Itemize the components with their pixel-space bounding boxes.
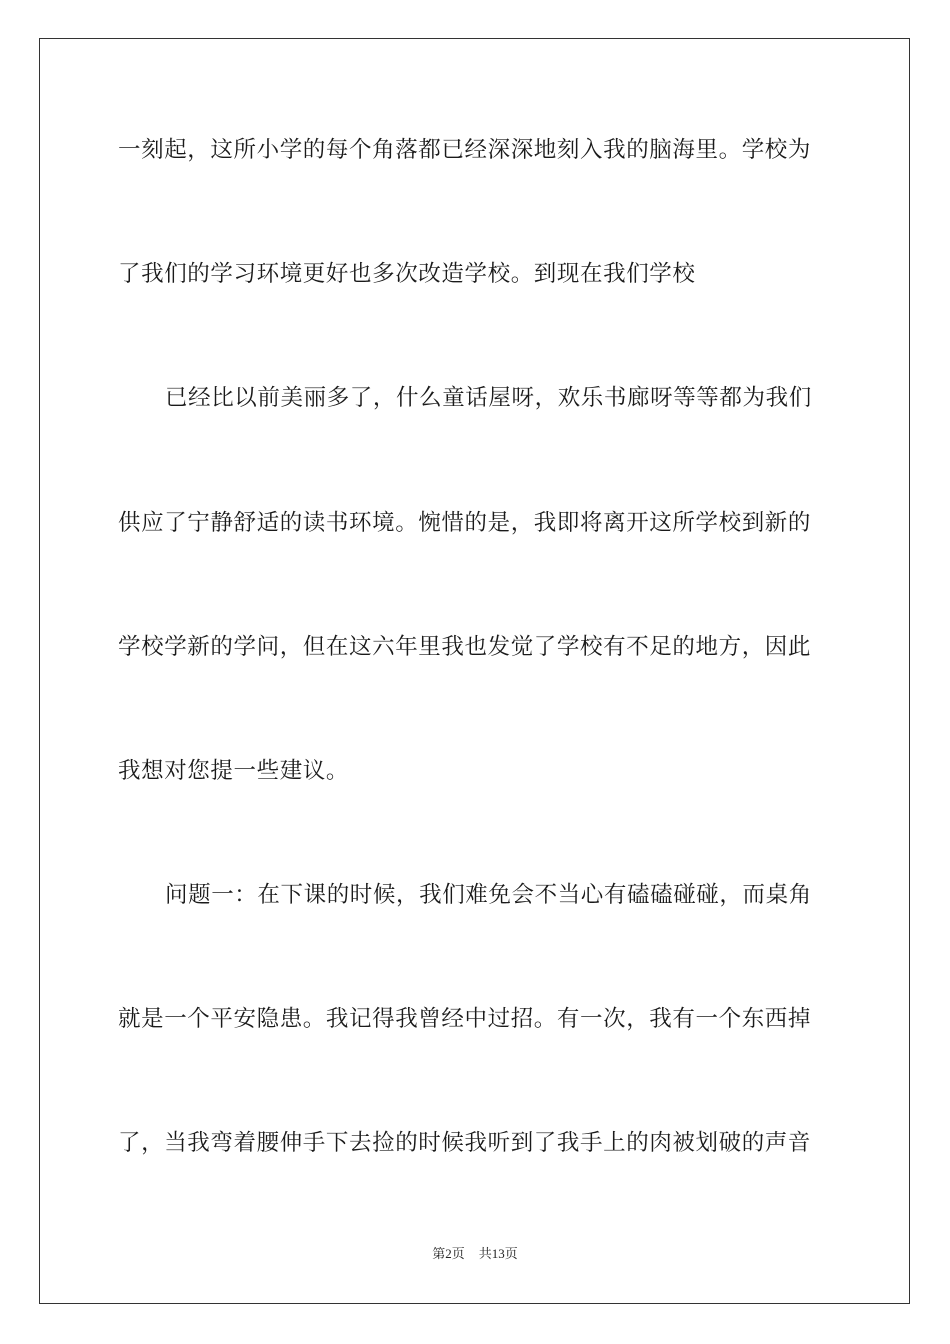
page-number-total: 共13页: [478, 1246, 518, 1261]
paragraph-start-line: 已经比以前美丽多了，什么童话屋呀，欢乐书廊呀等等都为我们: [165, 385, 812, 411]
text-line: 就是一个平安隐患。我记得我曾经中过招。有一次，我有一个东西掉: [118, 1006, 812, 1032]
text-line: 我想对您提一些建议。: [118, 758, 350, 784]
text-line: 了，当我弯着腰伸手下去捡的时候我听到了我手上的肉被划破的声音: [118, 1130, 812, 1156]
text-line: 供应了宁静舒适的读书环境。惋惜的是，我即将离开这所学校到新的: [118, 510, 812, 536]
text-line: 学校学新的学问，但在这六年里我也发觉了学校有不足的地方，因此: [118, 634, 812, 660]
text-line: 一刻起，这所小学的每个角落都已经深深地刻入我的脑海里。学校为: [118, 137, 812, 163]
paragraph-start-line: 问题一：在下课的时候，我们难免会不当心有磕磕碰碰，而桌角: [165, 882, 812, 908]
text-line: 了我们的学习环境更好也多次改造学校。到现在我们学校: [118, 261, 696, 287]
page-number-current: 第2页: [432, 1246, 465, 1261]
page-footer: [0, 1245, 950, 1263]
page-frame: [39, 38, 910, 1304]
